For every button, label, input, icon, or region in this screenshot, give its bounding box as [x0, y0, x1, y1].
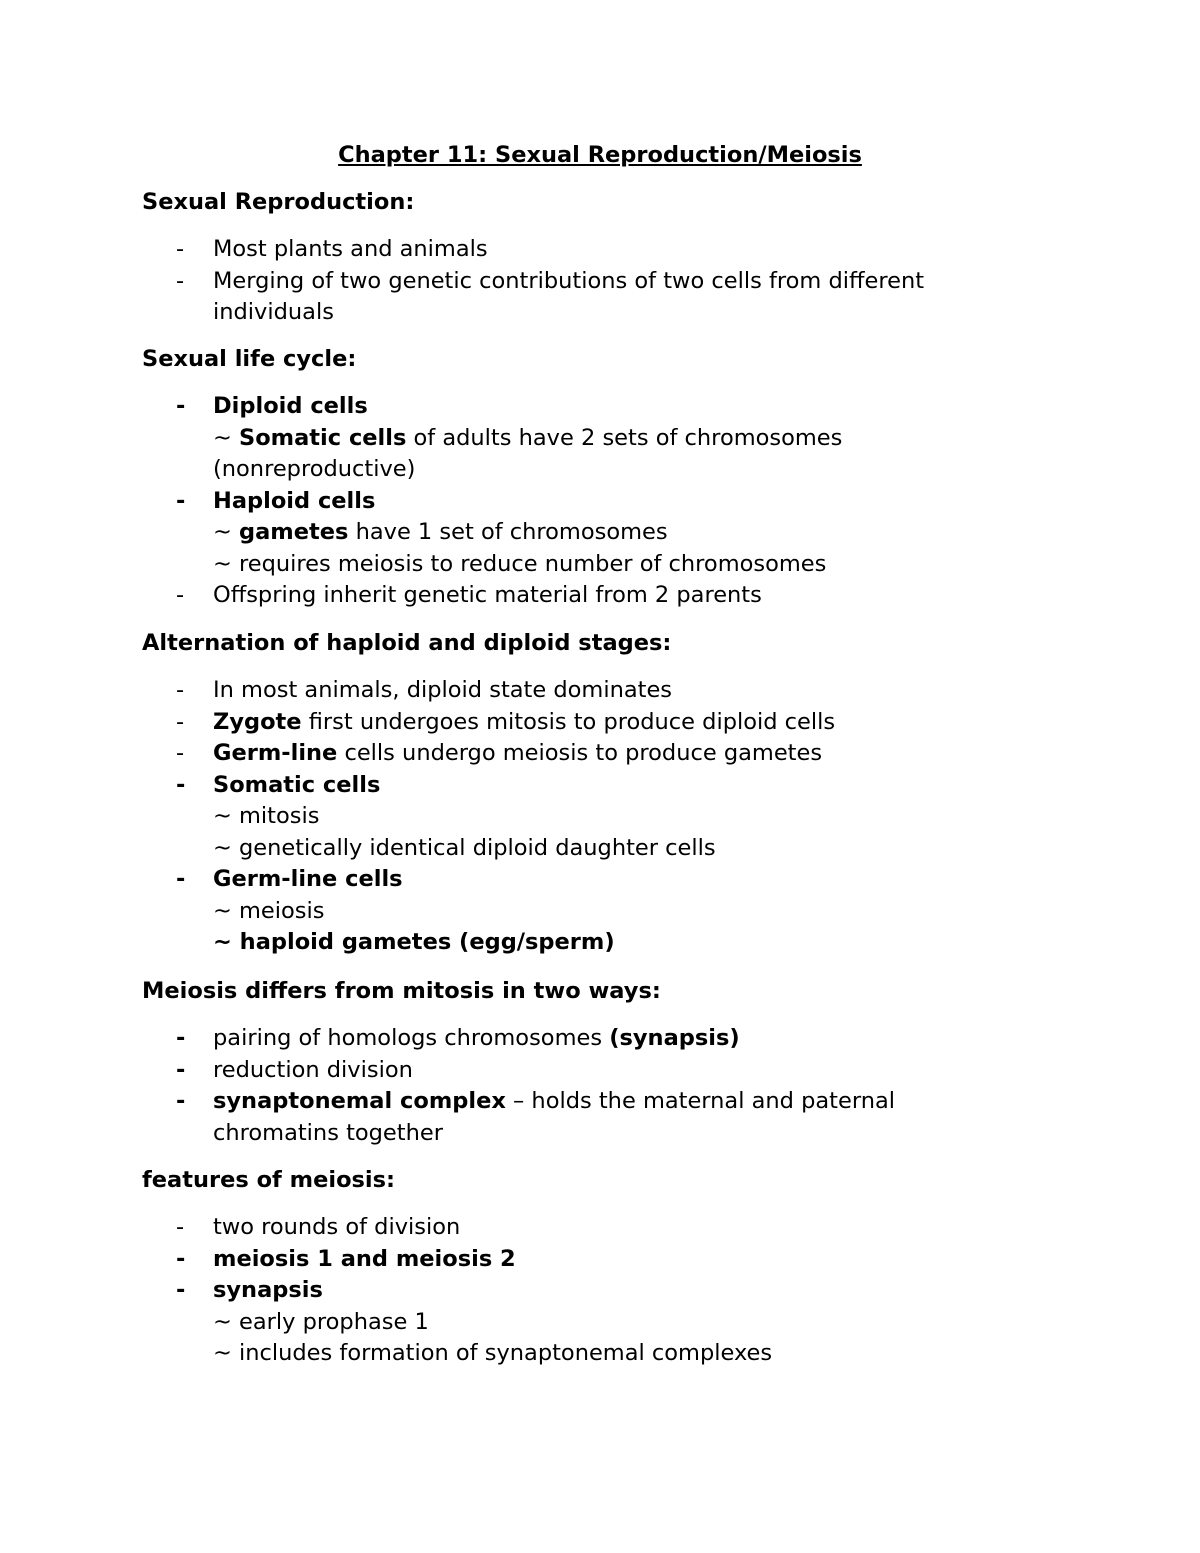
sub-item: ~ gametes have 1 set of chromosomes: [213, 519, 668, 545]
list-item: - synapsis ~ early prophase 1 ~ includes formation of synaptonemal complexes: [0, 1275, 1013, 1370]
sub-item: ~ requires meiosis to reduce number of chromosomes: [213, 550, 827, 577]
list-item: - Germ-line cells ~ meiosis ~ haploid gametes (egg/sperm): [0, 864, 1013, 959]
list-item: - meiosis 1 and meiosis 2: [0, 1244, 1013, 1276]
sub-item: ~ genetically identical diploid daughter cells: [213, 834, 716, 861]
list-item: - two rounds of division: [0, 1212, 1013, 1244]
list-item: - Merging of two genetic contributions of two cells from different individuals: [0, 266, 973, 329]
sub-item: ~ early prophase 1: [213, 1308, 429, 1335]
sub-item: ~ includes formation of synaptonemal complexes: [213, 1340, 773, 1366]
sub-item: ~ Somatic cells of adults have 2 sets of chromosomes (nonreproductive): [213, 424, 843, 482]
section-heading-meiosis-differs: Meiosis differs from mitosis in two ways:: [142, 978, 661, 1004]
sub-item: ~ meiosis: [213, 897, 325, 924]
list-sexual-life-cycle: [0, 391, 1013, 612]
list-features-of-meiosis: [0, 1212, 1013, 1370]
list-item: - Somatic cells ~ mitosis ~ genetically identical diploid daughter cells: [0, 770, 1013, 865]
list-item: - In most animals, diploid state dominates: [0, 675, 1013, 707]
list-sexual-reproduction: [0, 234, 1013, 329]
list-item: - Offspring inherit genetic material from 2 parents: [0, 580, 1013, 612]
section-heading-sexual-reproduction: Sexual Reproduction:: [142, 189, 415, 215]
list-item: - Most plants and animals: [0, 234, 1013, 266]
list-item: - Germ-line cells undergo meiosis to produce gametes: [0, 738, 1013, 770]
section-heading-sexual-life-cycle: Sexual life cycle:: [142, 346, 357, 372]
list-meiosis-differs: [0, 1023, 1013, 1149]
sub-item: ~ haploid gametes (egg/sperm): [213, 929, 615, 955]
list-item: - Zygote first undergoes mitosis to produce diploid cells: [0, 707, 1013, 739]
list-item: - synaptonemal complex – holds the maternal and paternal chromatins together: [0, 1086, 943, 1149]
list-item: - pairing of homologs chromosomes (synapsis): [0, 1023, 1013, 1055]
section-heading-alternation: Alternation of haploid and diploid stages:: [142, 630, 672, 656]
list-item: - reduction division: [0, 1055, 1013, 1087]
sub-item: ~ mitosis: [213, 803, 320, 829]
list-item: - Diploid cells ~ Somatic cells of adults have 2 sets of chromosomes (nonreproductive): [0, 391, 1013, 486]
page-title: Chapter 11: Sexual Reproduction/Meiosis: [338, 142, 862, 168]
list-alternation: [0, 675, 1013, 959]
list-item: - Haploid cells ~ gametes have 1 set of chromosomes ~ requires meiosis to reduce number of chromosomes: [0, 486, 1013, 581]
section-heading-features-of-meiosis: features of meiosis:: [142, 1167, 396, 1193]
